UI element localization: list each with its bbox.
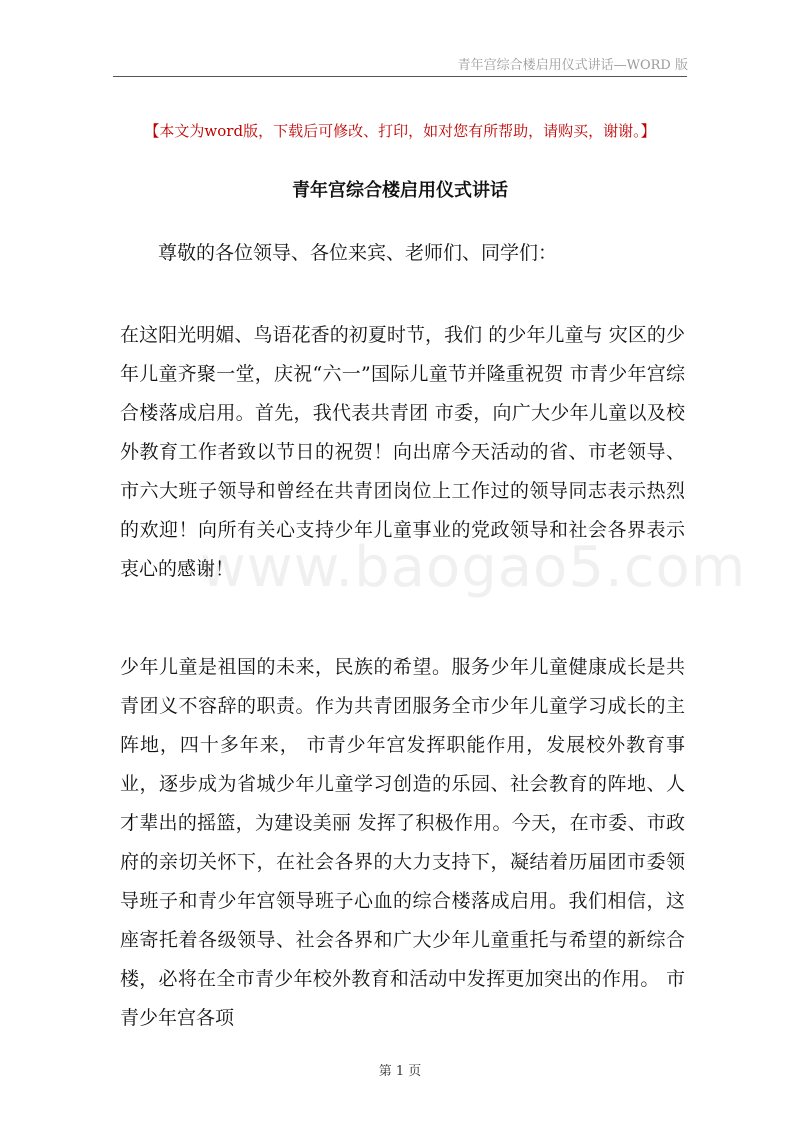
document-title: 青年宫综合楼启用仪式讲话 <box>292 180 508 201</box>
watermark: www.baogao5.com <box>200 535 747 600</box>
page-number: 第 1 页 <box>378 1064 422 1079</box>
header-divider <box>113 76 687 77</box>
salutation: 尊敬的各位领导、各位来宾、老师们、同学们： <box>158 242 558 264</box>
body-paragraph: 少年儿童是祖国的未来，民族的希望。服务少年儿童健康成长是共青团义不容辞的职责。作为共青团服务全市少年儿童学习成长的主阵地，四十多年来， 市青少年宫发挥职能作用，发展校外教育事业，逐步成为省城少年儿童学习创造的乐园、社会教育的阵地、人才辈出的摇篮，为建设美丽 发挥了积极作用。今天，在市委、市政府的亲切关怀下，在社会各界的大力支持下，凝结着历届团市委领导班子和青少年宫领导班子心血的综合楼落成启用。我们相信，这座寄托着各级领导、社会各界和广大少年儿童重托与希望的新综合楼，必将在全市青少年校外教育和活动中发挥更加突出的作用。 市青少年宫各项 <box>120 656 685 1029</box>
body-paragraph: 在这阳光明媚、鸟语花香的初夏时节，我们 的少年儿童与 灾区的少年儿童齐聚一堂，庆祝“六一”国际儿童节并隆重祝贺 市青少年宫综合楼落成启用。首先，我代表共青团 市委，向广大少年儿童以及校外教育工作者致以节日的祝贺！向出席今天活动的省、市老领导、市六大班子领导和曾经在共青团岗位上工作过的领导同志表示热烈的欢迎！向所有关心支持少年儿童事业的党政领导和社会各界表示衷心的感谢！ <box>120 324 685 580</box>
running-header: 青年宫综合楼启用仪式讲话—WORD 版 <box>457 58 688 73</box>
purchase-notice: 【本文为word版，下载后可修改、打印，如对您有所帮助，请购买，谢谢。】 <box>144 122 656 140</box>
